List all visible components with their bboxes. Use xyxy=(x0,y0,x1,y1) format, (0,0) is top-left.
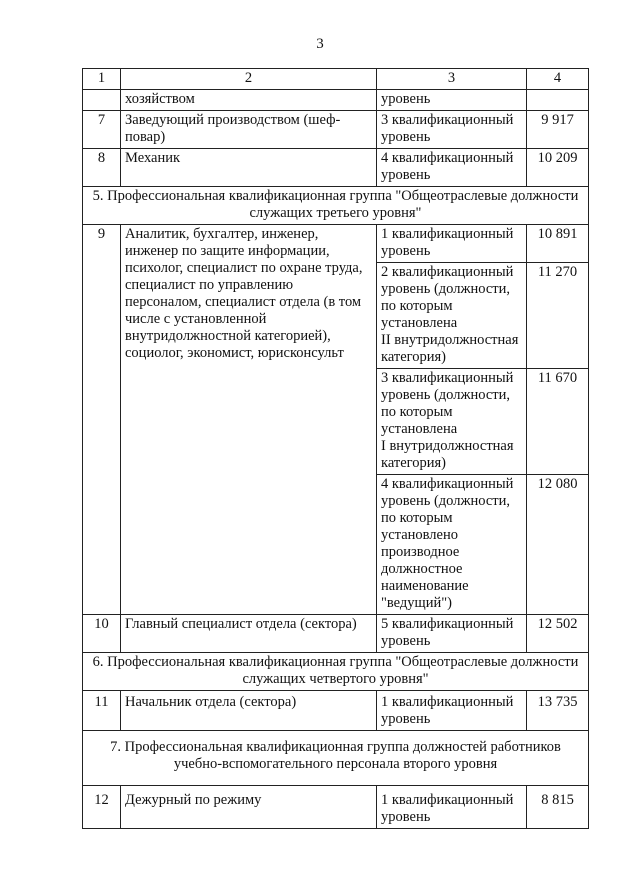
position-name: Аналитик, бухгалтер, инженер, инженер по защите информации, психолог, специалист по охране труда, специалист по управлению персоналом, специалист отдела (в том числе с установленной внутридолжностной категорией), социолог, экономист, юрисконсульт xyxy=(121,225,377,615)
salary-value xyxy=(527,90,589,111)
group-heading: 7. Профессиональная квалификационная группа должностей работников учебно-вспомогательного персонала второго уровня xyxy=(83,731,589,786)
table-header-row xyxy=(83,69,589,90)
position-name: хозяйством xyxy=(121,90,377,111)
salary-value: 10 209 xyxy=(527,149,589,187)
salary-value: 8 815 xyxy=(527,786,589,829)
row-number: 11 xyxy=(83,691,121,731)
position-name: Дежурный по режиму xyxy=(121,786,377,829)
qualification-level: 4 квалификационный уровень (должности, по которым установлено производное должностное наименование "ведущий") xyxy=(377,475,527,615)
row-number: 9 xyxy=(83,225,121,615)
position-name: Начальник отдела (сектора) xyxy=(121,691,377,731)
header-col-1: 1 xyxy=(83,69,121,90)
table-row xyxy=(83,111,589,149)
group-heading-row xyxy=(83,187,589,225)
group-heading-row xyxy=(83,653,589,691)
position-name: Главный специалист отдела (сектора) xyxy=(121,615,377,653)
qualification-level: 5 квалификационный уровень xyxy=(377,615,527,653)
qualification-level: 3 квалификационный уровень xyxy=(377,111,527,149)
salary-value: 13 735 xyxy=(527,691,589,731)
salary-value: 10 891 xyxy=(527,225,589,263)
salary-value: 12 080 xyxy=(527,475,589,615)
header-col-3: 3 xyxy=(377,69,527,90)
table-row xyxy=(83,149,589,187)
table-row xyxy=(83,90,589,111)
table-row xyxy=(83,615,589,653)
position-name: Механик xyxy=(121,149,377,187)
qualification-level: 1 квалификационный уровень xyxy=(377,225,527,263)
table-row xyxy=(83,786,589,829)
salary-value: 11 670 xyxy=(527,369,589,475)
header-col-4: 4 xyxy=(527,69,589,90)
qualification-level: 1 квалификационный уровень xyxy=(377,786,527,829)
group-heading-row xyxy=(83,731,589,786)
salary-value: 12 502 xyxy=(527,615,589,653)
qualification-level: уровень xyxy=(377,90,527,111)
salary-value: 11 270 xyxy=(527,263,589,369)
header-col-2: 2 xyxy=(121,69,377,90)
row-number: 7 xyxy=(83,111,121,149)
salary-value: 9 917 xyxy=(527,111,589,149)
qualification-level: 4 квалификационный уровень xyxy=(377,149,527,187)
group-heading: 6. Профессиональная квалификационная группа "Общеотраслевые должности служащих четвертого уровня" xyxy=(83,653,589,691)
position-name: Заведующий производством (шеф- повар) xyxy=(121,111,377,149)
page-number: 3 xyxy=(316,36,324,52)
salary-table xyxy=(82,68,589,829)
table-row xyxy=(83,225,589,263)
group-heading: 5. Профессиональная квалификационная группа "Общеотраслевые должности служащих третьего уровня" xyxy=(83,187,589,225)
qualification-level: 1 квалификационный уровень xyxy=(377,691,527,731)
row-number: 10 xyxy=(83,615,121,653)
qualification-level: 2 квалификационный уровень (должности, по которым установлена II внутридолжностная категория) xyxy=(377,263,527,369)
row-number xyxy=(83,90,121,111)
row-number: 8 xyxy=(83,149,121,187)
row-number: 12 xyxy=(83,786,121,829)
table-row xyxy=(83,691,589,731)
qualification-level: 3 квалификационный уровень (должности, по которым установлена I внутридолжностная категория) xyxy=(377,369,527,475)
